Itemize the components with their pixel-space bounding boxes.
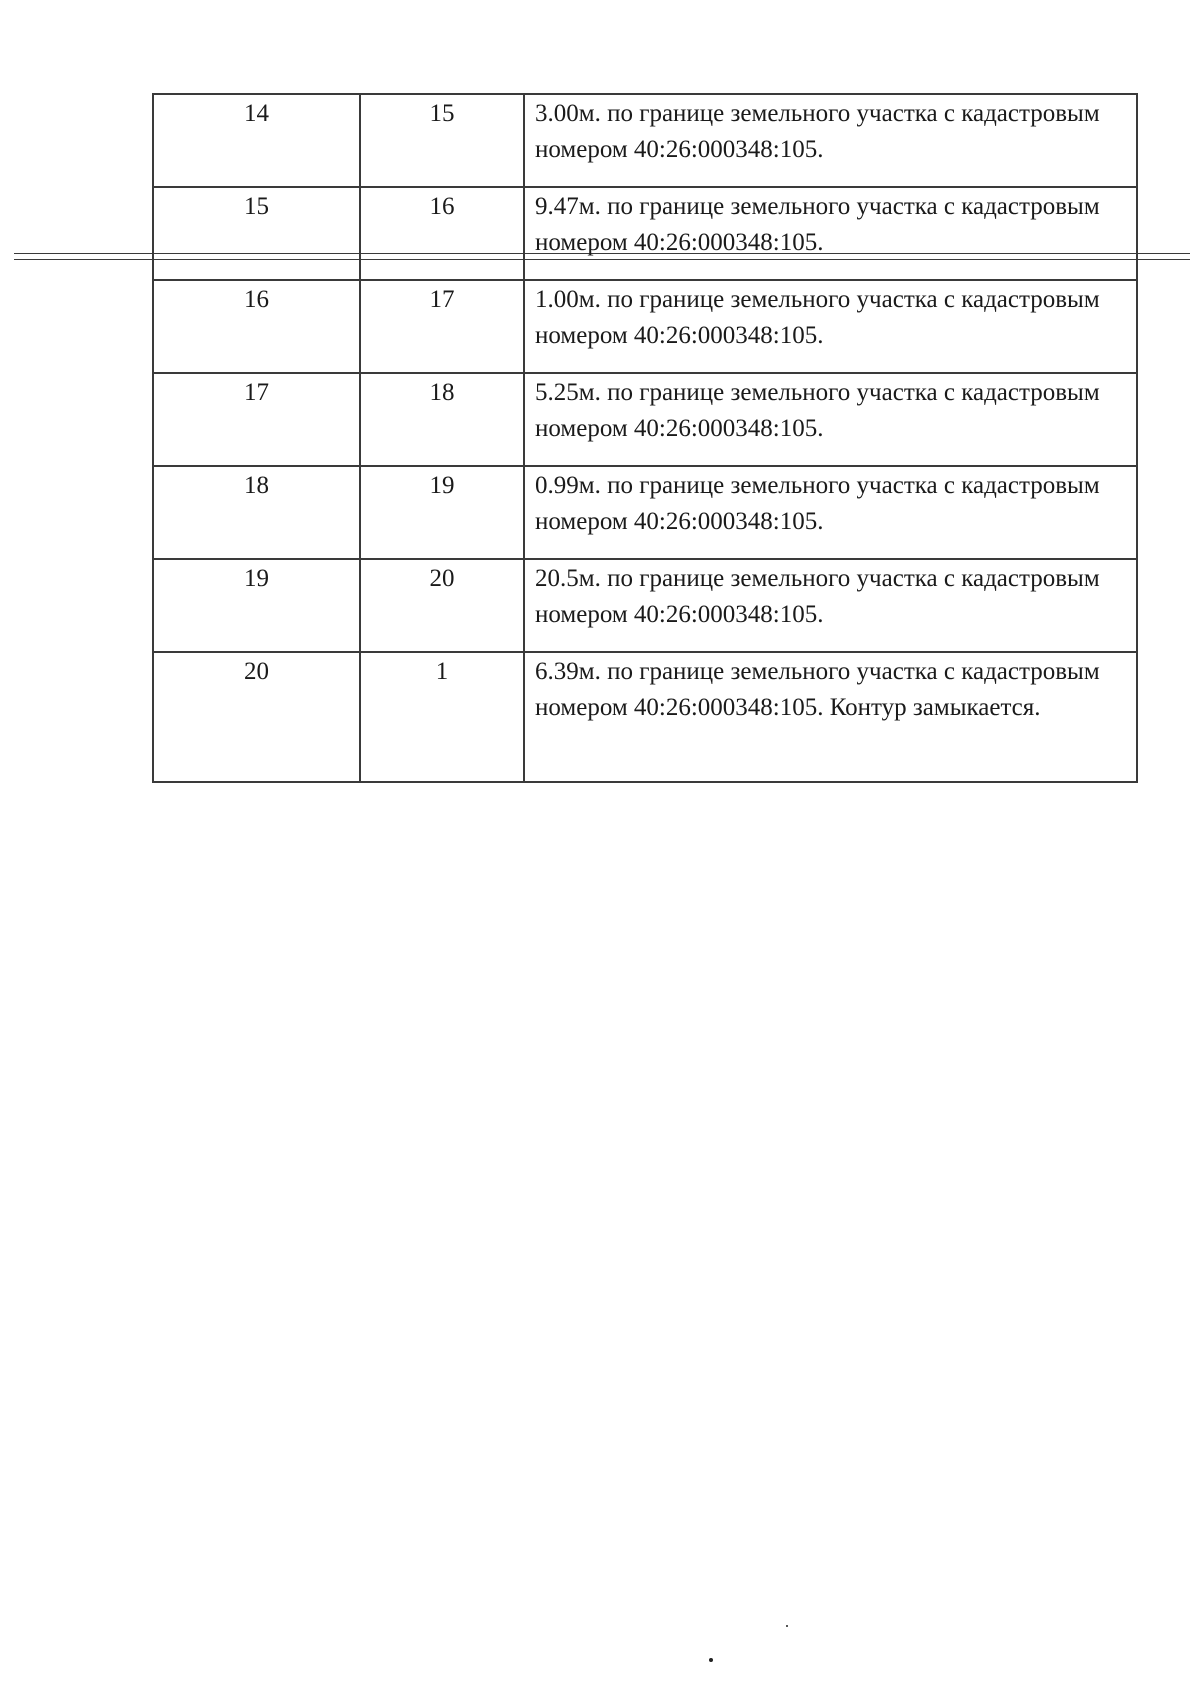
description-cell: 3.00м. по границе земельного участка с кадастровым номером 40:26:000348:105. [524,94,1137,187]
boundary-table [152,93,1138,783]
from-point-cell: 18 [153,466,360,559]
description-cell: 20.5м. по границе земельного участка с кадастровым номером 40:26:000348:105. [524,559,1137,652]
scan-speck [709,1658,713,1662]
description-cell: 1.00м. по границе земельного участка с кадастровым номером 40:26:000348:105. [524,280,1137,373]
from-point-cell: 20 [153,652,360,782]
table-row [153,466,1137,559]
to-point-cell: 20 [360,559,524,652]
table-row [153,187,1137,280]
to-point-cell: 19 [360,466,524,559]
table-row [153,373,1137,466]
from-point-cell: 14 [153,94,360,187]
to-point-cell: 18 [360,373,524,466]
table-row [153,280,1137,373]
description-cell: 9.47м. по границе земельного участка с кадастровым номером 40:26:000348:105. [524,187,1137,280]
from-point-cell: 15 [153,187,360,280]
description-cell: 0.99м. по границе земельного участка с кадастровым номером 40:26:000348:105. [524,466,1137,559]
from-point-cell: 16 [153,280,360,373]
scan-speck [786,1625,788,1627]
to-point-cell: 17 [360,280,524,373]
description-cell: 5.25м. по границе земельного участка с кадастровым номером 40:26:000348:105. [524,373,1137,466]
table-row [153,94,1137,187]
to-point-cell: 16 [360,187,524,280]
table-row [153,652,1137,782]
to-point-cell: 15 [360,94,524,187]
to-point-cell: 1 [360,652,524,782]
from-point-cell: 17 [153,373,360,466]
from-point-cell: 19 [153,559,360,652]
description-cell: 6.39м. по границе земельного участка с кадастровым номером 40:26:000348:105. Контур замыкается. [524,652,1137,782]
table-row [153,559,1137,652]
